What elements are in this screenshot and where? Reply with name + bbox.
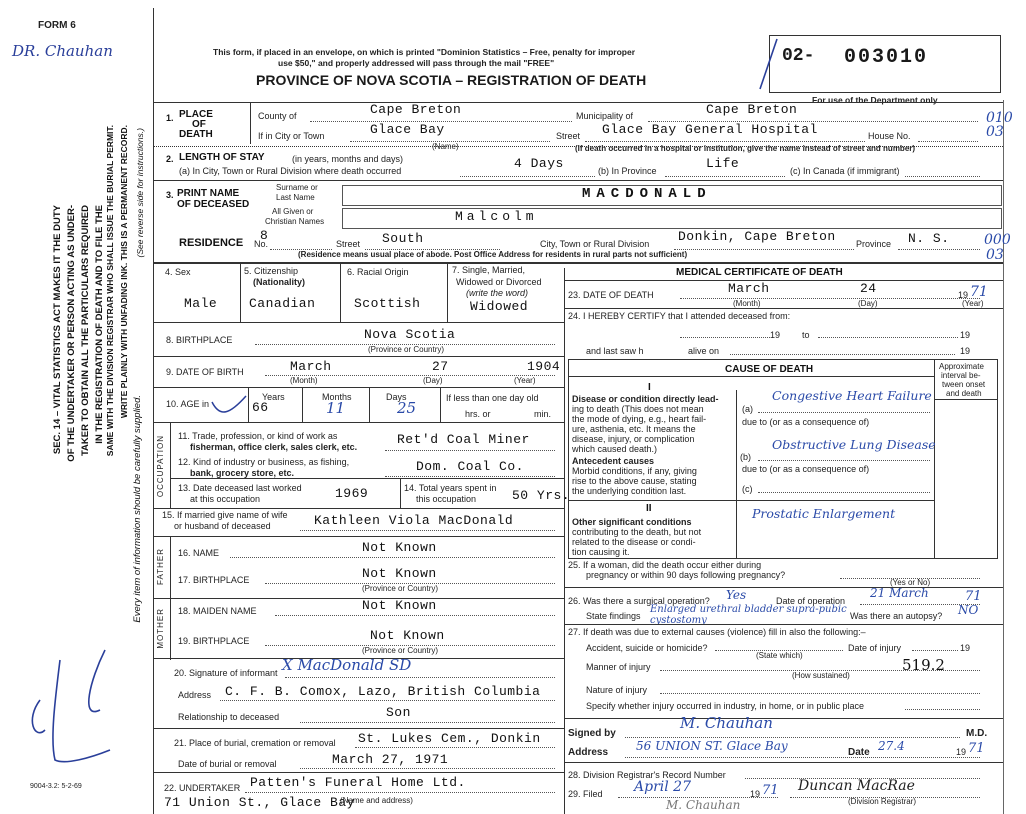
origin-value: Scottish: [354, 296, 421, 311]
side-instruction-1: SEC. 14 – VITAL STATISTICS ACT MAKES IT THE DUTY: [52, 205, 63, 455]
cause-a-label: (a): [742, 404, 753, 414]
last-worked-label-1: 13. Date deceased last worked: [178, 483, 302, 493]
sig-date-value: 27.4: [878, 739, 905, 753]
citizenship-label-1: 5. Citizenship: [244, 266, 299, 276]
side-instruction-3: TAKER TO OBTAIN ALL THE PARTICULARS REQUIRED: [80, 205, 91, 457]
informant-address-label: Address: [178, 690, 212, 700]
given-value: Malcolm: [455, 209, 538, 224]
cause-a-value: Congestive Heart Failure: [772, 388, 932, 403]
margin-note-doctor: DR. Chauhan: [12, 42, 113, 60]
spouse-label-1: 15. If married give name of wife: [162, 510, 288, 520]
stay-c-label: (c) In Canada (if immigrant): [790, 166, 900, 176]
header-notice-2: use $50," and properly addressed will pass through the mail "FREE": [278, 58, 555, 68]
undertaker-address: 71 Union St., Glace Bay: [164, 795, 355, 810]
age-years-value: 66: [252, 400, 269, 415]
name-section-num: 3.: [166, 190, 174, 200]
external-label: 27. If death was due to external causes (violence) fill in also the following:–: [568, 627, 866, 637]
surgery-value: Yes: [726, 588, 747, 602]
father-name-value: Not Known: [362, 540, 437, 555]
informant-sig-label: 20. Signature of informant: [174, 668, 278, 678]
length-of-stay-label: LENGTH OF STAY: [179, 152, 265, 163]
municipality-label: Municipality of: [576, 111, 634, 121]
spouse-label-2: or husband of deceased: [174, 521, 271, 531]
cause-b-label: (b): [740, 452, 751, 462]
dob-day: 27: [432, 359, 449, 374]
cause-c-label: (c): [742, 484, 753, 494]
dob-label: 9. DATE OF BIRTH: [166, 367, 244, 377]
spouse-value: Kathleen Viola MacDonald: [314, 513, 514, 528]
trade-label-1: 11. Trade, profession, or kind of work as: [178, 431, 338, 441]
city-label: If in City or Town: [258, 131, 325, 141]
length-of-stay-num: 2.: [166, 154, 174, 164]
manner-label: Manner of injury: [586, 662, 651, 672]
city-name-sublabel: (Name): [432, 142, 459, 151]
age-bracket-mark: [210, 394, 250, 422]
burial-date-label: Date of burial or removal: [178, 759, 277, 769]
place-of-death-label-3: DEATH: [179, 129, 213, 140]
bottom-note: M. Chauhan: [666, 798, 741, 812]
dod-year-prefix: 19: [958, 290, 969, 300]
dept-use-label: For use of the Department only: [812, 95, 938, 105]
other-4: tion causing it.: [572, 547, 630, 557]
street-value: Glace Bay General Hospital: [602, 122, 818, 137]
findings-value: Enlarged urethral bladder supra-pubic cystostomy: [650, 604, 847, 626]
alive-19: 19: [960, 346, 971, 356]
citizenship-label-2: (Nationality): [253, 277, 306, 287]
direct-6: which caused death.): [572, 444, 658, 454]
age-hrs-label: hrs. or: [465, 409, 491, 419]
sex-label: 4. Sex: [165, 267, 191, 277]
surgery-date: 21 March: [870, 586, 929, 600]
approx-2: interval be-: [941, 371, 981, 380]
alive-on-label: alive on: [688, 346, 720, 356]
approx-3: tween onset: [942, 380, 986, 389]
father-birthplace-label: 17. BIRTHPLACE: [178, 575, 250, 585]
last-worked-label-2: at this occupation: [190, 494, 261, 504]
age-years-label: Years: [262, 392, 285, 402]
registration-number-box: [769, 35, 1001, 93]
due-to-2: due to (or as a consequence of): [742, 464, 870, 474]
sig-address-label: Address: [568, 747, 609, 758]
date-injury-label: Date of injury: [848, 643, 902, 653]
registrar-signature: Duncan MacRae: [798, 778, 915, 794]
icd-code: 519.2: [902, 656, 945, 674]
total-years-label-1: 14. Total years spent in: [404, 483, 497, 493]
age-months-value: 11: [326, 399, 346, 417]
dob-month: March: [290, 359, 332, 374]
undertaker-label: 22. UNDERTAKER: [164, 783, 241, 793]
sex-value: Male: [184, 296, 218, 311]
surgery-date-label: Date of operation: [776, 596, 846, 606]
sig-year: 71: [968, 741, 985, 756]
state-which-label: (State which): [756, 651, 803, 660]
other-value: Prostatic Enlargement: [752, 506, 896, 521]
industry-label-1: 12. Kind of industry or business, as fishing,: [178, 457, 350, 467]
residence-no-label: No.: [254, 239, 269, 249]
due-to-1: due to (or as a consequence of): [742, 417, 870, 427]
informant-address: C. F. B. Comox, Lazo, British Columbia: [225, 684, 541, 699]
reg-number: 003010: [844, 46, 929, 69]
residence-city-label: City, Town or Rural Division: [540, 239, 650, 249]
filed-year: 71: [762, 783, 779, 798]
mother-maiden-value: Not Known: [362, 598, 437, 613]
side-instruction-4: IN THE REGISTRATION OF DEATH AND TO FILE THE: [94, 205, 105, 444]
burial-place-value: St. Lukes Cem., Donkin: [358, 731, 541, 746]
name-section-label-2: OF DECEASED: [177, 199, 250, 210]
other-2: contributing to the death, but not: [572, 527, 702, 537]
cause-b-value: Obstructive Lung Disease: [772, 437, 936, 452]
dod-year-label: (Year): [962, 299, 984, 308]
pregnancy-label-2: pregnancy or within 90 days following pregnancy?: [586, 570, 786, 580]
name-section-label-1: PRINT NAME: [177, 188, 240, 199]
stay-a-label: (a) In City, Town or Rural Division where death occurred: [179, 166, 402, 176]
surname-value: MACDONALD: [582, 186, 712, 202]
last-saw-label: and last saw h: [586, 346, 644, 356]
nature-label: Nature of injury: [586, 685, 648, 695]
direct-3: the mode of dying, e.g., heart fail-: [572, 414, 707, 424]
cause-roman-2: II: [646, 503, 652, 514]
informant-relation-label: Relationship to deceased: [178, 712, 280, 722]
total-years-label-2: this occupation: [416, 494, 477, 504]
dept-code-1: 010: [986, 110, 1013, 126]
signed-by-value: M. Chauhan: [680, 714, 773, 732]
reg-prefix: 02-: [782, 46, 815, 66]
place-of-death-label-2: OF: [192, 119, 206, 130]
stay-b-label: (b) In Province: [598, 166, 657, 176]
last-worked-value: 1969: [335, 486, 369, 501]
given-label-2: Christian Names: [265, 217, 325, 226]
surgery-label: 26. Was there a surgical operation?: [568, 596, 710, 606]
form-number: FORM 6: [38, 20, 76, 31]
dod-year: 71: [970, 284, 988, 300]
total-years-value: 50 Yrs.: [512, 488, 571, 503]
residence-street-label: Street: [336, 239, 361, 249]
injury-19: 19: [960, 643, 971, 653]
burial-place-label: 21. Place of burial, cremation or removal: [174, 738, 336, 748]
antecedent-4: the underlying condition last.: [572, 486, 687, 496]
given-label-1: All Given or: [272, 207, 314, 216]
sig-date-label: Date: [848, 747, 870, 758]
house-no-label: House No.: [868, 131, 911, 141]
father-section-label: FATHER: [156, 548, 165, 585]
municipality-value: Cape Breton: [706, 102, 798, 117]
occupation-section-label: OCCUPATION: [156, 435, 165, 498]
street-label: Street: [556, 131, 581, 141]
father-birthplace-value: Not Known: [362, 566, 437, 581]
other-1: Other significant conditions: [572, 517, 692, 527]
dept-code-2: 03: [986, 124, 1004, 140]
sustained-label: (How sustained): [792, 671, 850, 680]
autopsy-label: Was there an autopsy?: [850, 611, 943, 621]
side-instruction-8: (See reverse side for instructions.): [135, 128, 145, 258]
residence-province-value: N. S.: [908, 231, 950, 246]
birthplace-value: Nova Scotia: [364, 327, 456, 342]
approx-1: Approximate: [939, 362, 984, 371]
dod-month: March: [728, 281, 770, 296]
surgery-year: 71: [965, 589, 982, 604]
father-name-label: 16. NAME: [178, 548, 220, 558]
birthplace-sub: (Province or Country): [368, 345, 445, 354]
findings-label: State findings: [586, 611, 641, 621]
age-lt1-label: If less than one day old: [446, 393, 539, 403]
trade-label-2: fisherman, office clerk, sales clerk, etc.: [190, 442, 358, 452]
autopsy-value: NO: [958, 603, 979, 617]
marital-label-1: 7. Single, Married,: [452, 265, 526, 275]
age-days-label: Days: [386, 392, 407, 402]
antecedent-3: rise to the above cause, stating: [572, 476, 697, 486]
dod-day: 24: [860, 281, 877, 296]
undertaker-sub: (Name and address): [340, 796, 413, 805]
other-3: related to the disease or condi-: [572, 537, 696, 547]
residence-province-label: Province: [856, 239, 892, 249]
side-instruction-7: Every item of information should be carefully supplied.: [132, 395, 143, 623]
industry-value: Dom. Coal Co.: [416, 459, 524, 474]
certify-19-b: 19: [960, 330, 971, 340]
age-label: 10. AGE in: [166, 399, 210, 409]
dob-day-label: (Day): [423, 376, 443, 385]
informant-relation: Son: [386, 705, 411, 720]
sig-year-19: 19: [956, 747, 967, 757]
mother-birthplace-value: Not Known: [370, 628, 445, 643]
undertaker-name: Patten's Funeral Home Ltd.: [250, 775, 466, 790]
dod-day-label: (Day): [858, 299, 878, 308]
residence-city-value: Donkin, Cape Breton: [678, 229, 836, 244]
stay-a-value: 4 Days: [514, 156, 564, 171]
direct-2: ing to death (This does not mean: [572, 404, 704, 414]
slash-mark: [752, 34, 782, 94]
informant-signature: X MacDonald SD: [282, 656, 412, 674]
place-of-death-num: 1.: [166, 113, 174, 123]
mother-birthplace-sub: (Province or Country): [362, 646, 439, 655]
age-days-value: 25: [397, 399, 417, 417]
direct-5: disease, injury, or complication: [572, 434, 695, 444]
residence-note: (Residence means usual place of abode. Post Office Address for residents in rural parts not sufficient): [298, 250, 688, 259]
certify-19-a: 19: [770, 330, 781, 340]
side-instruction-5: SAME WITH THE DIVISION REGISTRAR WHO SHALL ISSUE THE BURIAL PERMIT.: [105, 125, 115, 457]
md-label: M.D.: [966, 728, 988, 739]
filed-value: April 27: [634, 779, 691, 795]
form-title: PROVINCE OF NOVA SCOTIA – REGISTRATION OF DEATH: [256, 72, 647, 88]
dob-year: 1904: [527, 359, 561, 374]
direct-4: ure, asthenia, etc. It means the: [572, 424, 696, 434]
certify-label: 24. I HEREBY CERTIFY that I attended deceased from:: [568, 311, 791, 321]
approx-4: and death: [946, 389, 982, 398]
direct-1: Disease or condition directly lead-: [572, 394, 719, 404]
registrar-label: (Division Registrar): [848, 797, 917, 806]
dod-label: 23. DATE OF DEATH: [568, 290, 654, 300]
city-value: Glace Bay: [370, 122, 445, 137]
mother-section-label: MOTHER: [156, 608, 165, 649]
header-notice-1: This form, if placed in an envelope, on which is printed "Dominion Statistics – Free, penalty for improper: [213, 47, 636, 57]
residence-label: RESIDENCE: [179, 237, 244, 249]
given-box: [342, 208, 1002, 229]
burial-date-value: March 27, 1971: [332, 752, 449, 767]
dod-month-label: (Month): [733, 299, 761, 308]
dept-code-4: 03: [986, 247, 1004, 263]
marital-label-3: (write the word): [466, 288, 529, 298]
dept-code-3: 000: [984, 232, 1011, 248]
marital-value: Widowed: [470, 299, 529, 314]
pregnancy-label-1: 25. If a woman, did the death occur either during: [568, 560, 762, 570]
antecedent-2: Morbid conditions, if any, giving: [572, 466, 697, 476]
industry-label-2: bank, grocery store, etc.: [190, 468, 295, 478]
birthplace-label: 8. BIRTHPLACE: [166, 335, 233, 345]
trade-value: Ret'd Coal Miner: [397, 432, 530, 447]
mother-birthplace-label: 19. BIRTHPLACE: [178, 636, 250, 646]
stay-b-value: Life: [706, 156, 740, 171]
length-of-stay-note: (in years, months and days): [292, 154, 404, 164]
margin-scribble: [20, 640, 120, 780]
dob-year-label: (Year): [514, 376, 536, 385]
cause-title: CAUSE OF DEATH: [725, 364, 814, 375]
cause-roman-1: I: [648, 382, 651, 393]
certify-to-label: to: [802, 330, 810, 340]
side-instruction-6: WRITE PLAINLY WITH UNFADING INK. THIS IS A PERMANENT RECORD.: [119, 125, 129, 419]
origin-label: 6. Racial Origin: [347, 267, 409, 277]
side-instruction-2: OF THE UNDERTAKER OR PERSON ACTING AS UNDER-: [66, 205, 77, 462]
county-value: Cape Breton: [370, 102, 462, 117]
accident-label: Accident, suicide or homicide?: [586, 643, 708, 653]
age-min-label: min.: [534, 409, 552, 419]
filed-year-19: 19: [750, 789, 761, 799]
hospital-note: (If death occurred in a hospital or institution, give the name instead of street and number): [575, 144, 916, 153]
father-birthplace-sub: (Province or Country): [362, 584, 439, 593]
residence-no-value: 8: [260, 228, 269, 243]
print-code: 9004-3.2: 5-2-69: [30, 783, 82, 790]
signed-by-label: Signed by: [568, 728, 616, 739]
antecedent-1: Antecedent causes: [572, 456, 655, 466]
surname-label-2: Last Name: [276, 193, 315, 202]
sig-address-value: 56 UNION ST. Glace Bay: [636, 739, 788, 753]
mother-maiden-label: 18. MAIDEN NAME: [178, 606, 257, 616]
medical-cert-title: MEDICAL CERTIFICATE OF DEATH: [676, 267, 843, 278]
citizenship-value: Canadian: [249, 296, 316, 311]
filed-label: 29. Filed: [568, 789, 603, 799]
marital-label-2: Widowed or Divorced: [456, 277, 542, 287]
registrar-record-label: 28. Division Registrar's Record Number: [568, 770, 726, 780]
dob-month-label: (Month): [290, 376, 318, 385]
place-of-death-label-1: PLACE: [179, 109, 213, 120]
surname-label-1: Surname or: [276, 183, 318, 192]
age-months-label: Months: [322, 392, 352, 402]
county-label: County of: [258, 111, 297, 121]
where-label: Specify whether injury occurred in industry, in home, or in public place: [586, 701, 864, 711]
pregnancy-yn: (Yes or No): [890, 578, 931, 587]
residence-street-value: South: [382, 231, 424, 246]
